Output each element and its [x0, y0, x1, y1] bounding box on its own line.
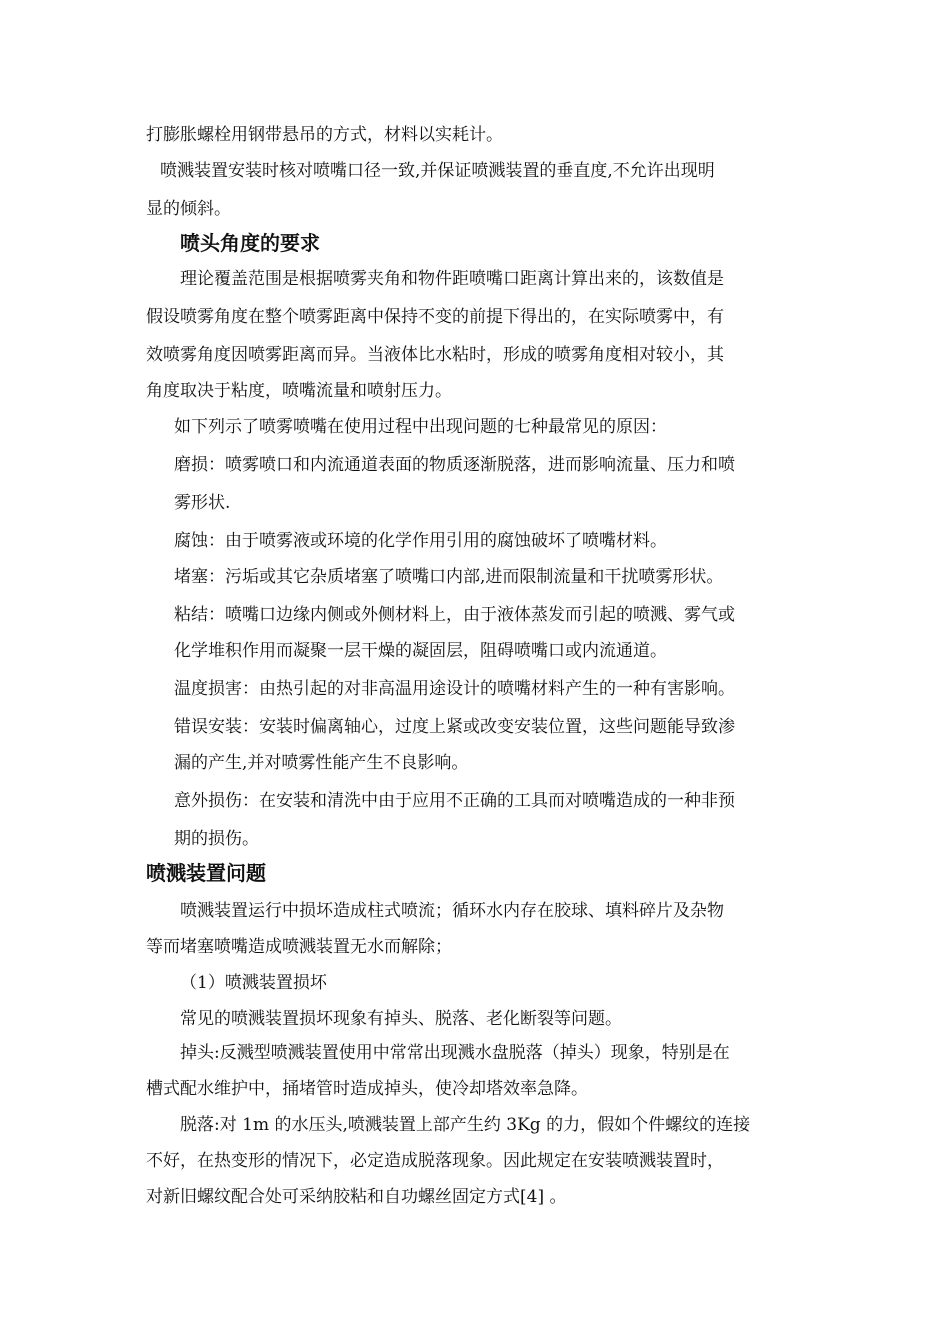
- paragraph-line: 角度取决于粘度，喷嘴流量和喷射压力。: [146, 381, 452, 401]
- paragraph-line: 不好，在热变形的情况下，必定造成脱落现象。因此规定在安装喷溅装置时，: [146, 1151, 724, 1171]
- paragraph-line: 喷溅装置运行中损坏造成柱式喷流；循环水内存在胶球、填料碎片及杂物: [180, 901, 724, 921]
- paragraph-line: 脱落:对 1m 的水压头,喷溅装置上部产生约 3Kg 的力，假如个件螺纹的连接: [180, 1115, 751, 1135]
- section-heading: 喷溅装置问题: [146, 861, 266, 885]
- list-item: 意外损伤：在安装和清洗中由于应用不正确的工具而对喷嘴造成的一种非预: [174, 791, 735, 811]
- paragraph-line: 等而堵塞喷嘴造成喷溅装置无水而解除；: [146, 937, 452, 957]
- list-item: 期的损伤。: [174, 829, 259, 849]
- subheading: （1）喷溅装置损坏: [180, 973, 327, 993]
- section-heading: 喷头角度的要求: [180, 231, 320, 255]
- list-item: 粘结：喷嘴口边缘内侧或外侧材料上，由于液体蒸发而引起的喷溅、雾气或: [174, 605, 735, 625]
- list-item: 雾形状.: [174, 493, 231, 513]
- list-item: 温度损害：由热引起的对非高温用途设计的喷嘴材料产生的一种有害影响。: [174, 679, 735, 699]
- list-item: 腐蚀：由于喷雾液或环境的化学作用引用的腐蚀破坏了喷嘴材料。: [174, 531, 667, 551]
- paragraph-line: 理论覆盖范围是根据喷雾夹角和物件距喷嘴口距离计算出来的，该数值是: [180, 269, 724, 289]
- list-item: 漏的产生,并对喷雾性能产生不良影响。: [174, 753, 469, 773]
- paragraph-line: 效喷雾角度因喷雾距离而异。当液体比水粘时，形成的喷雾角度相对较小，其: [146, 345, 724, 365]
- list-item: 化学堆积作用而凝聚一层干燥的凝固层，阻碍喷嘴口或内流通道。: [174, 641, 667, 661]
- paragraph-line: 喷溅装置安装时核对喷嘴口径一致,并保证喷溅装置的垂直度,不允许出现明: [160, 161, 715, 181]
- paragraph-line: 打膨胀螺栓用钢带悬吊的方式，材料以实耗计。: [146, 125, 503, 145]
- paragraph-line: 假设喷雾角度在整个喷雾距离中保持不变的前提下得出的，在实际喷雾中，有: [146, 307, 724, 327]
- paragraph-line: 对新旧螺纹配合处可采纳胶粘和自功螺丝固定方式[4] 。: [146, 1187, 567, 1207]
- list-item: 磨损：喷雾喷口和内流通道表面的物质逐渐脱落，进而影响流量、压力和喷: [174, 455, 735, 475]
- paragraph-line: 显的倾斜。: [146, 199, 231, 219]
- list-item: 错误安装：安装时偏离轴心，过度上紧或改变安装位置，这些问题能导致渗: [174, 717, 735, 737]
- paragraph-line: 槽式配水维护中，捅堵管时造成掉头，使冷却塔效率急降。: [146, 1079, 588, 1099]
- list-item: 堵塞：污垢或其它杂质堵塞了喷嘴口内部,进而限制流量和干扰喷雾形状。: [174, 567, 724, 587]
- paragraph-line: 掉头:反溅型喷溅装置使用中常常出现溅水盘脱落（掉头）现象，特别是在: [180, 1043, 730, 1063]
- paragraph-line: 如下列示了喷雾喷嘴在使用过程中出现问题的七种最常见的原因：: [174, 417, 667, 437]
- paragraph-line: 常见的喷溅装置损坏现象有掉头、脱落、老化断裂等问题。: [180, 1009, 622, 1029]
